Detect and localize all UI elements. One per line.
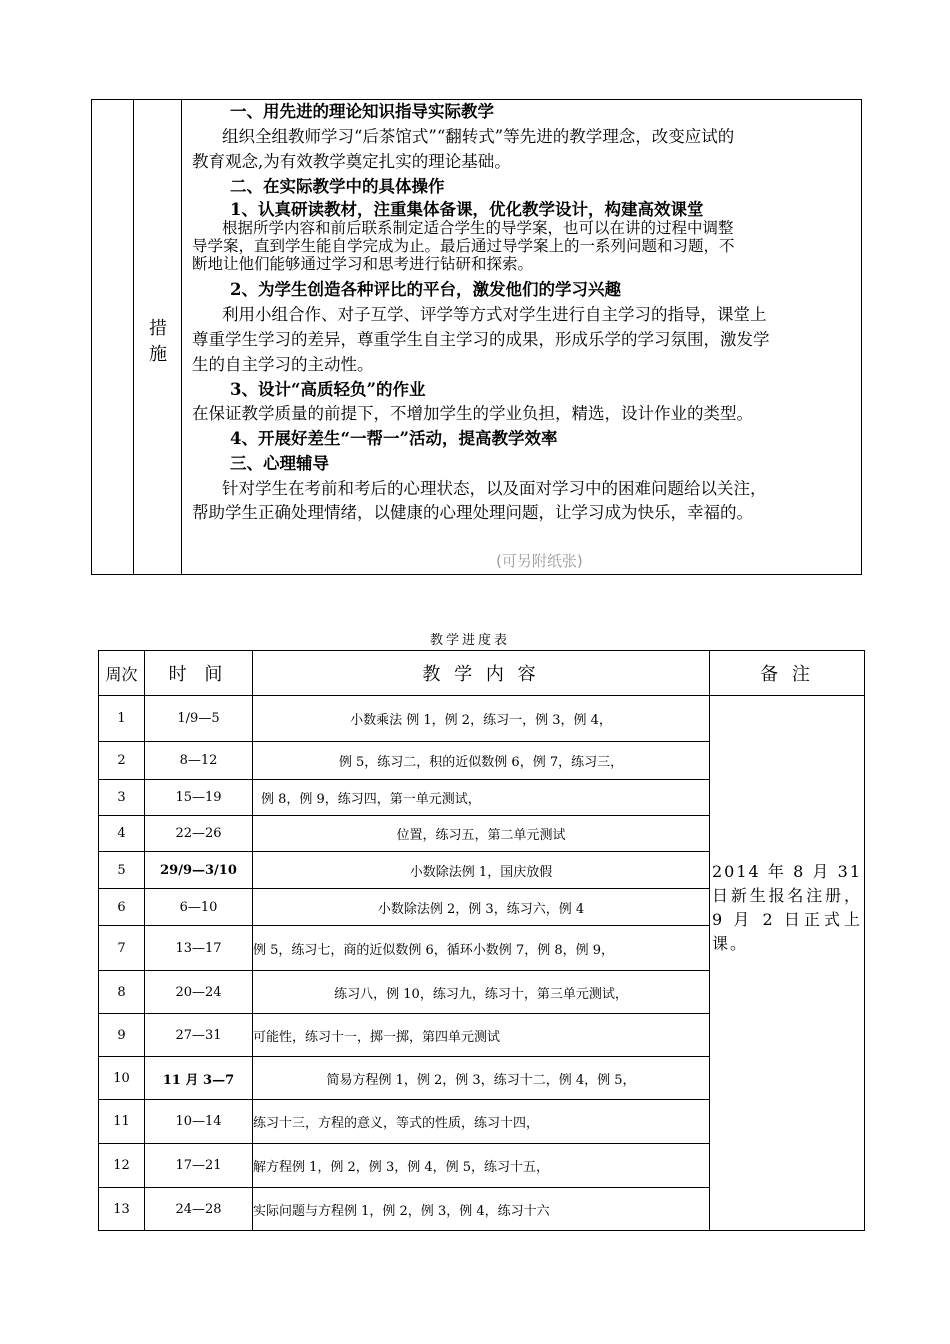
header-content: 教 学 内 容: [253, 651, 710, 696]
remark-text: 2014 年 8 月 31 日新生报名注册，9 月 2 日正式上课。: [712, 862, 862, 953]
week-cell: 6: [99, 889, 145, 926]
time-cell: 27—31: [145, 1014, 253, 1057]
paragraph-line: 尊重学生学习的差异，尊重学生自主学习的成果，形成乐学的学习氛围，激发学: [192, 330, 770, 349]
week-cell: 12: [99, 1144, 145, 1188]
content-cell: 例 5，练习七，商的近似数例 6，循环小数例 7，例 8，例 9，: [253, 926, 710, 971]
week-cell: 3: [99, 780, 145, 816]
time-cell: 1/9—5: [145, 696, 253, 742]
time-cell: 17—21: [145, 1144, 253, 1188]
paragraph-line: 组织全组教师学习“后茶馆式”“翻转式”等先进的教学理念，改变应试的: [222, 127, 735, 146]
content-cell: 练习十三，方程的意义，等式的性质，练习十四，: [253, 1100, 710, 1144]
content-cell: 简易方程例 1，例 2，例 3，练习十二，例 4，例 5，: [253, 1057, 710, 1100]
table-row: [99, 696, 865, 742]
time-cell: 24—28: [145, 1188, 253, 1231]
week-cell: 13: [99, 1188, 145, 1231]
time-cell: 8—12: [145, 742, 253, 780]
week-cell: 8: [99, 971, 145, 1014]
schedule-table: [98, 650, 865, 1231]
content-cell: 实际问题与方程例 1，例 2，例 3，例 4，练习十六: [253, 1188, 710, 1231]
time-cell: 22—26: [145, 816, 253, 852]
week-cell: 5: [99, 852, 145, 889]
blank-column: [92, 100, 134, 574]
table-header-row: [99, 651, 865, 696]
week-cell: 1: [99, 696, 145, 742]
content-cell: 小数乘法 例 1，例 2，练习一，例 3，例 4，: [253, 696, 710, 742]
measures-section: [91, 99, 862, 575]
attach-note: (可另附纸张): [496, 552, 583, 570]
week-cell: 7: [99, 926, 145, 971]
heading-3: 三、心理辅导: [230, 454, 329, 473]
content-cell: 可能性，练习十一，掷一掷，第四单元测试: [253, 1014, 710, 1057]
header-week: 周次: [99, 651, 145, 696]
paragraph-line: 帮助学生正确处理情绪，以健康的心理处理问题，让学习成为快乐，幸福的。: [192, 503, 753, 522]
week-cell: 11: [99, 1100, 145, 1144]
heading-1: 一、用先进的理论知识指导实际教学: [230, 102, 494, 121]
subheading-1: 1、认真研读教材，注重集体备课，优化教学设计，构建高效课堂: [230, 200, 704, 219]
week-cell: 10: [99, 1057, 145, 1100]
content-cell: 小数除法例 2，例 3，练习六，例 4: [253, 889, 710, 926]
heading-2: 二、在实际教学中的具体操作: [230, 177, 445, 196]
header-remark: 备 注: [710, 651, 865, 696]
paragraph-line: 生的自主学习的主动性。: [192, 355, 374, 374]
time-cell: 13—17: [145, 926, 253, 971]
subheading-3: 3、设计“高质轻负”的作业: [230, 380, 426, 399]
time-cell: 29/9—3/10: [145, 852, 253, 889]
paragraph-line: 根据所学内容和前后联系制定适合学生的导学案，也可以在讲的过程中调整: [222, 219, 734, 237]
week-cell: 9: [99, 1014, 145, 1057]
paragraph-line: 利用小组合作、对子互学、评学等方式对学生进行自主学习的指导，课堂上: [222, 305, 767, 324]
content-cell: 位置，练习五，第二单元测试: [253, 816, 710, 852]
content-cell: 小数除法例 1，国庆放假: [253, 852, 710, 889]
content-cell: 例 5，练习二，积的近似数例 6，例 7，练习三，: [253, 742, 710, 780]
content-cell: 例 8，例 9，练习四，第一单元测试，: [253, 780, 710, 816]
remark-cell: [710, 696, 865, 1231]
paragraph-line: 在保证教学质量的前提下，不增加学生的学业负担，精选，设计作业的类型。: [192, 404, 753, 423]
label-column: [134, 100, 182, 574]
time-cell: 6—10: [145, 889, 253, 926]
week-cell: 2: [99, 742, 145, 780]
paragraph-line: 教育观念,为有效教学奠定扎实的理论基础。: [192, 152, 511, 171]
paragraph-line: 针对学生在考前和考后的心理状态，以及面对学习中的困难问题给以关注，: [222, 479, 767, 498]
time-cell: 11 月 3—7: [145, 1057, 253, 1100]
time-cell: 20—24: [145, 971, 253, 1014]
content-cell: 练习八，例 10，练习九，练习十，第三单元测试，: [253, 971, 710, 1014]
subheading-4: 4、开展好差生“一帮一”活动，提高教学效率: [230, 429, 558, 448]
paragraph-line: 导学案，直到学生能自学完成为止。最后通过导学案上的一系列问题和习题，不: [192, 237, 735, 255]
time-cell: 10—14: [145, 1100, 253, 1144]
subheading-2: 2、为学生创造各种评比的平台，激发他们的学习兴趣: [230, 280, 621, 299]
time-cell: 15—19: [145, 780, 253, 816]
schedule-caption: 教学进度表: [430, 633, 511, 648]
paragraph-line: 断地让他们能够通过学习和思考进行钻研和探索。: [192, 255, 534, 273]
header-time: 时 间: [145, 651, 253, 696]
content-cell: 解方程例 1，例 2，例 3，例 4，例 5，练习十五，: [253, 1144, 710, 1188]
week-cell: 4: [99, 816, 145, 852]
measures-label: 措施: [149, 318, 167, 365]
